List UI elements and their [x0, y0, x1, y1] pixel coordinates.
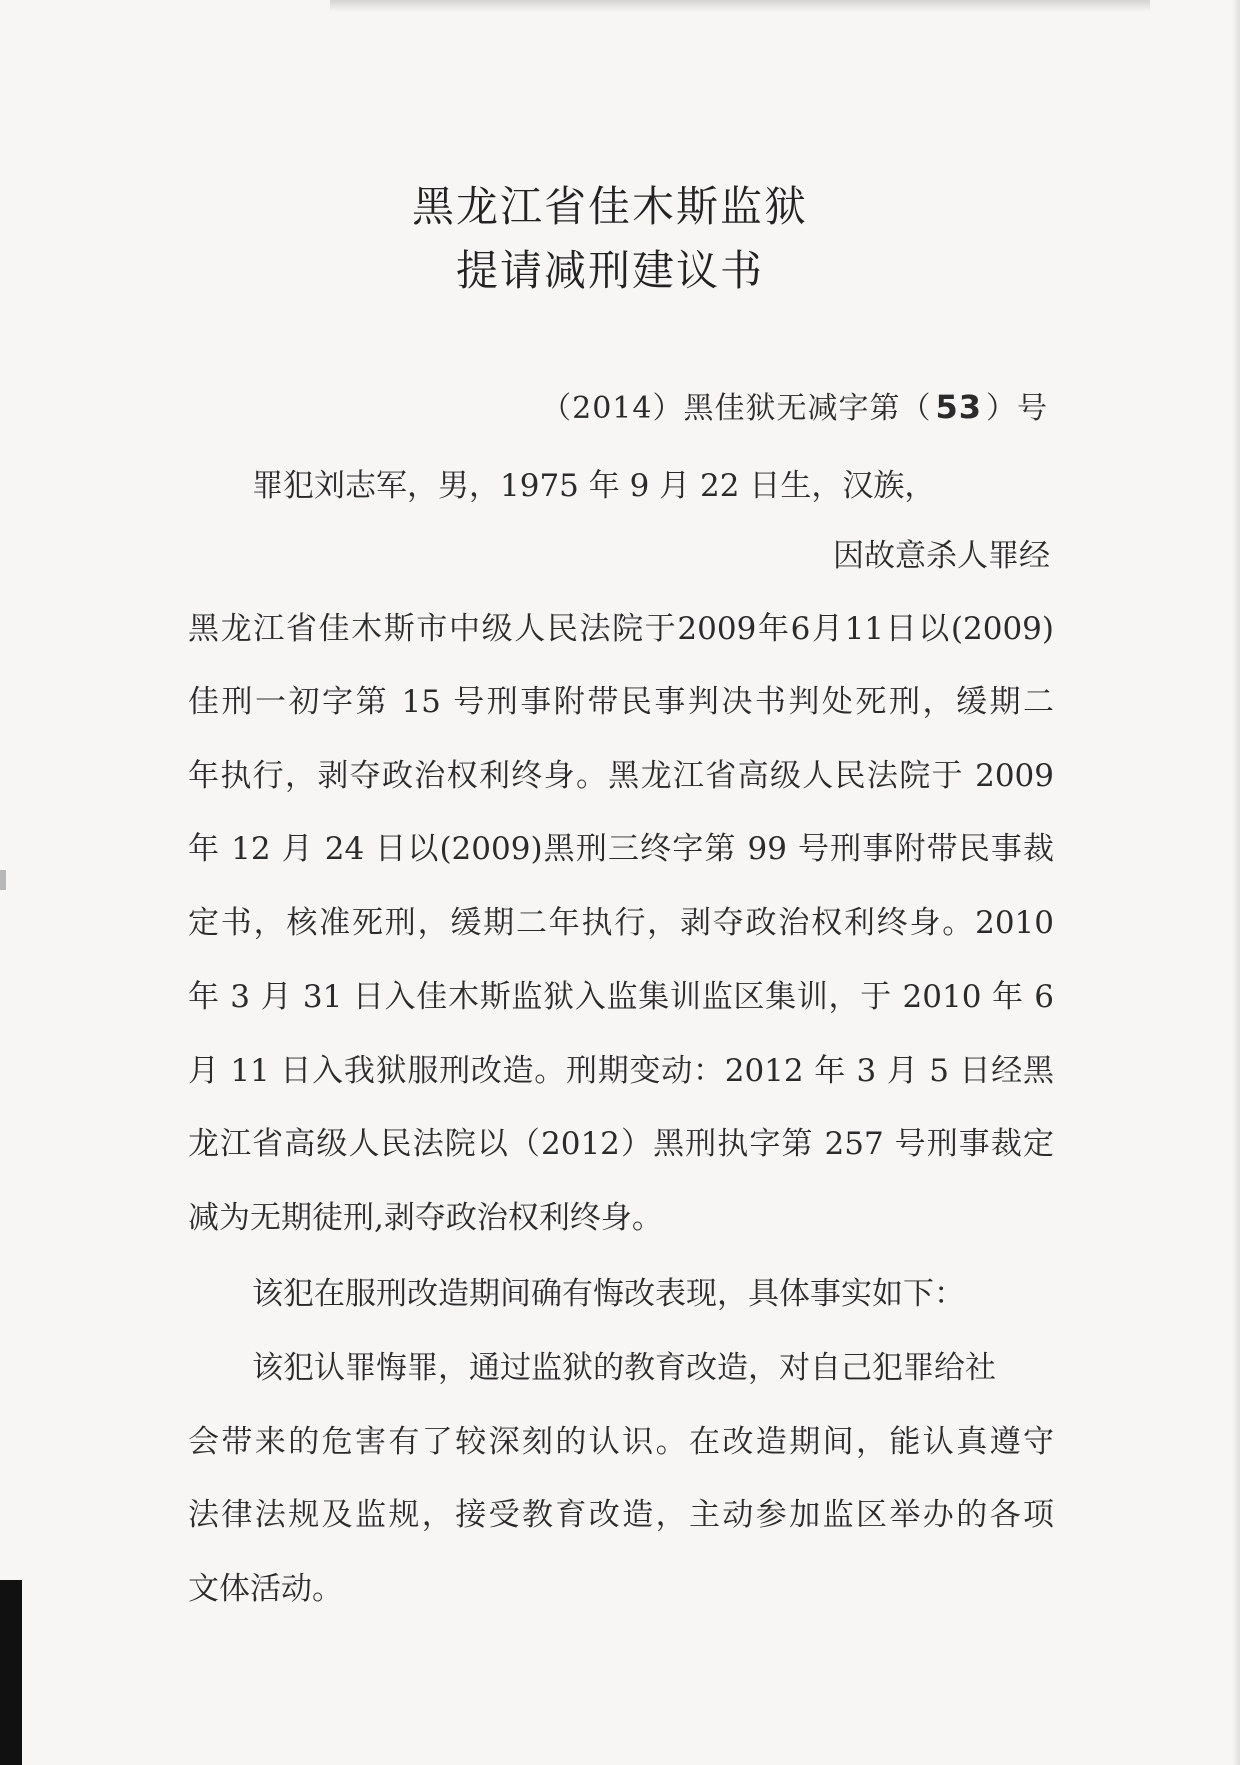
body-line: 年执行，剥夺政治权利终身。黑龙江省高级人民法院于 2009: [188, 758, 1054, 794]
body-line: 年 3 月 31 日入佳木斯监狱入监集训监区集训，于 2010 年 6: [188, 979, 1054, 1015]
body-line: 黑龙江省佳木斯市中级人民法院于2009年6月11日以(2009): [188, 611, 1054, 647]
body-line: 法律法规及监规，接受教育改造，主动参加监区举办的各项: [188, 1497, 1054, 1533]
body-line: 会带来的危害有了较深刻的认识。在改造期间，能认真遵守: [188, 1424, 1054, 1460]
scan-right-shadow: [1232, 0, 1240, 1765]
document-number-prefix: （2014）黑佳狱无减字第（: [541, 391, 932, 426]
body-line: 文体活动。: [188, 1571, 343, 1607]
body-line: 年 12 月 24 日以(2009)黑刑三终字第 99 号刑事附带民事裁: [188, 831, 1054, 867]
body-line: 定书，核准死刑，缓期二年执行，剥夺政治权利终身。2010: [188, 905, 1054, 941]
document-number: [541, 383, 1048, 427]
body-line: 因故意杀人罪经: [833, 538, 1050, 574]
body-line: 罪犯刘志军，男，1975 年 9 月 22 日生，汉族，: [252, 468, 936, 504]
body-line: 该犯在服刑改造期间确有悔改表现，具体事实如下：: [252, 1276, 965, 1312]
body-line: 佳刑一初字第 15 号刑事附带民事判决书判处死刑，缓期二: [188, 684, 1054, 720]
body-line: 月 11 日入我狱服刑改造。刑期变动：2012 年 3 月 5 日经黑: [188, 1053, 1054, 1089]
document-number-suffix: ）号: [986, 391, 1048, 426]
document-title-line-2: 提请减刑建议书: [455, 246, 764, 295]
scan-binding-bar: [0, 1580, 22, 1765]
document-title-line-1: 黑龙江省佳木斯监狱: [411, 182, 808, 231]
body-line: 减为无期徒刑,剥夺政治权利终身。: [188, 1200, 663, 1236]
body-line: 龙江省高级人民法院以（2012）黑刑执字第 257 号刑事裁定: [188, 1126, 1054, 1162]
scan-top-shadow: [330, 0, 1150, 12]
body-line: 该犯认罪悔罪，通过监狱的教育改造，对自己犯罪给社: [252, 1350, 996, 1386]
scan-edge-mark: [0, 870, 6, 890]
document-number-value: 53: [935, 388, 982, 426]
